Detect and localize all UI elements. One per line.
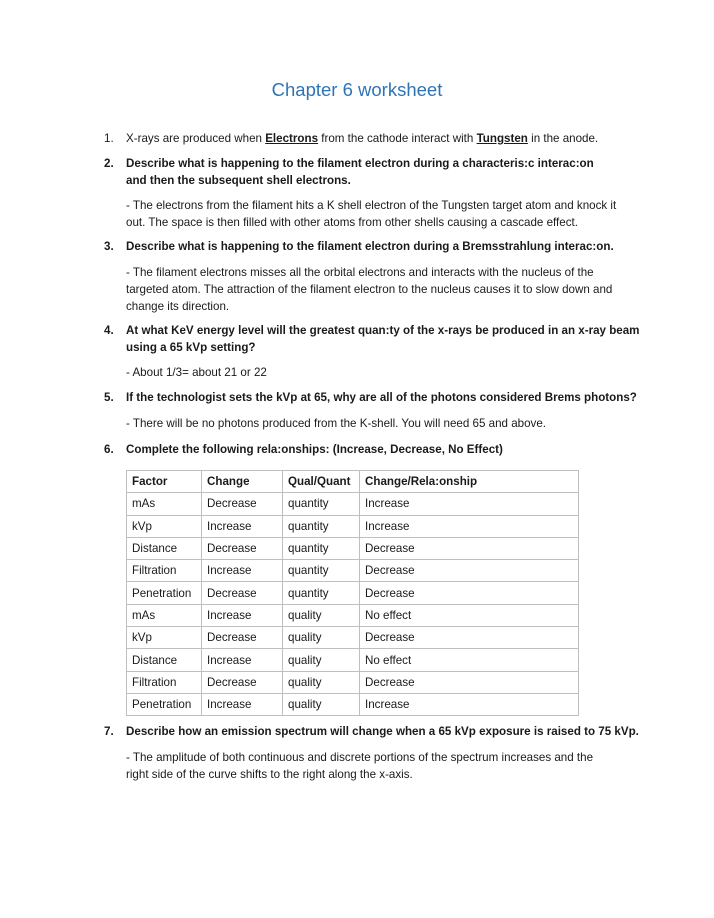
qual-quant-cell: quality — [283, 649, 360, 671]
table-header-row — [127, 471, 579, 493]
answer-3: - The filament electrons misses all the orbital electrons and interacts with the nucleus of the targeted atom. The attraction of the filament electron to the nucleus causes it to slow down and change its direction. — [126, 266, 613, 313]
question-7-number: 7. — [104, 725, 114, 738]
factor-cell: Distance — [127, 537, 202, 559]
factor-cell: kVp — [127, 515, 202, 537]
qual-quant-cell: quality — [283, 604, 360, 626]
factor-cell: Penetration — [127, 582, 202, 604]
table-row — [127, 604, 579, 626]
question-6 — [104, 441, 646, 458]
qual-quant-cell: quantity — [283, 560, 360, 582]
qual-quant-cell: quantity — [283, 515, 360, 537]
relationship-cell: Increase — [360, 515, 579, 537]
header-qual-quant: Qual/Quant — [283, 471, 360, 493]
answer-5: - There will be no photons produced from the K-shell. You will need 65 and above. — [126, 417, 547, 430]
relationship-cell: Decrease — [360, 582, 579, 604]
qual-quant-cell: quality — [283, 671, 360, 693]
change-cell: Decrease — [202, 537, 283, 559]
change-cell: Decrease — [202, 671, 283, 693]
change-cell: Decrease — [202, 582, 283, 604]
question-7-text: Describe how an emission spectrum will change when a 65 kVp exposure is raised to 75 kVp. — [126, 725, 639, 738]
page-title: Chapter 6 worksheet — [271, 79, 443, 100]
factor-cell: mAs — [127, 604, 202, 626]
question-3-text: Describe what is happening to the filament electron during a Bremsstrahlung interac:on. — [126, 240, 614, 253]
table-row — [127, 493, 579, 515]
relationship-cell: Increase — [360, 693, 579, 715]
factor-cell: kVp — [127, 627, 202, 649]
question-5 — [104, 389, 646, 406]
factor-cell: Filtration — [127, 671, 202, 693]
answer-7: - The amplitude of both continuous and discrete portions of the spectrum increases and the right side of the curve shifts to the right along the x-axis. — [126, 751, 594, 781]
relationship-cell: No effect — [360, 604, 579, 626]
change-cell: Increase — [202, 604, 283, 626]
relationships-table — [126, 470, 579, 716]
question-1-text-pre: X-rays are produced when — [126, 132, 266, 145]
qual-quant-cell: quality — [283, 693, 360, 715]
factor-cell: Distance — [127, 649, 202, 671]
table-row — [127, 649, 579, 671]
table-row — [127, 560, 579, 582]
question-6-number: 6. — [104, 443, 114, 456]
question-5-text: If the technologist sets the kVp at 65, why are all of the photons considered Brems photons? — [126, 391, 637, 404]
question-1-text-post: in the anode. — [527, 132, 599, 145]
table-row — [127, 671, 579, 693]
table-row — [127, 582, 579, 604]
question-1-number: 1. — [104, 132, 114, 145]
answer-tungsten: Tungsten — [476, 132, 528, 145]
answer-2: - The electrons from the filament hits a K shell electron of the Tungsten target atom and knock it out. The space is then filled with other atoms from other shells causing a cascade effect. — [126, 199, 617, 229]
header-factor: Factor — [127, 471, 202, 493]
table-row — [127, 537, 579, 559]
factor-cell: Filtration — [127, 560, 202, 582]
question-2-number: 2. — [104, 157, 114, 170]
question-2 — [104, 155, 616, 189]
relationship-cell: No effect — [360, 649, 579, 671]
header-change: Change — [202, 471, 283, 493]
question-6-text: Complete the following rela:onships: (Increase, Decrease, No Effect) — [126, 443, 503, 456]
question-4-text: At what KeV energy level will the greatest quan:ty of the x-rays be produced in an x-ray beam using a 65 kVp setting? — [126, 324, 640, 354]
relationship-cell: Decrease — [360, 537, 579, 559]
change-cell: Increase — [202, 515, 283, 537]
qual-quant-cell: quantity — [283, 493, 360, 515]
table-row — [127, 693, 579, 715]
question-3 — [104, 238, 636, 255]
answer-4: - About 1/3= about 21 or 22 — [126, 366, 267, 379]
change-cell: Increase — [202, 560, 283, 582]
question-7 — [104, 723, 646, 740]
question-5-number: 5. — [104, 391, 114, 404]
header-change-relationship: Change/Rela:onship — [360, 471, 579, 493]
change-cell: Decrease — [202, 493, 283, 515]
relationship-cell: Decrease — [360, 627, 579, 649]
question-4 — [104, 322, 641, 356]
qual-quant-cell: quantity — [283, 582, 360, 604]
change-cell: Increase — [202, 649, 283, 671]
table-row — [127, 627, 579, 649]
table-row — [127, 515, 579, 537]
relationship-cell: Decrease — [360, 671, 579, 693]
question-1 — [104, 130, 656, 147]
change-cell: Decrease — [202, 627, 283, 649]
qual-quant-cell: quality — [283, 627, 360, 649]
question-3-number: 3. — [104, 240, 114, 253]
question-1-text-mid: from the cathode interact with — [318, 132, 477, 145]
factor-cell: mAs — [127, 493, 202, 515]
answer-electrons: Electrons — [265, 132, 319, 145]
change-cell: Increase — [202, 693, 283, 715]
qual-quant-cell: quantity — [283, 537, 360, 559]
factor-cell: Penetration — [127, 693, 202, 715]
relationship-cell: Decrease — [360, 560, 579, 582]
question-4-number: 4. — [104, 324, 114, 337]
question-2-text: Describe what is happening to the filament electron during a characteris:c interac:on and then the subsequent shell electrons. — [126, 157, 594, 187]
relationship-cell: Increase — [360, 493, 579, 515]
